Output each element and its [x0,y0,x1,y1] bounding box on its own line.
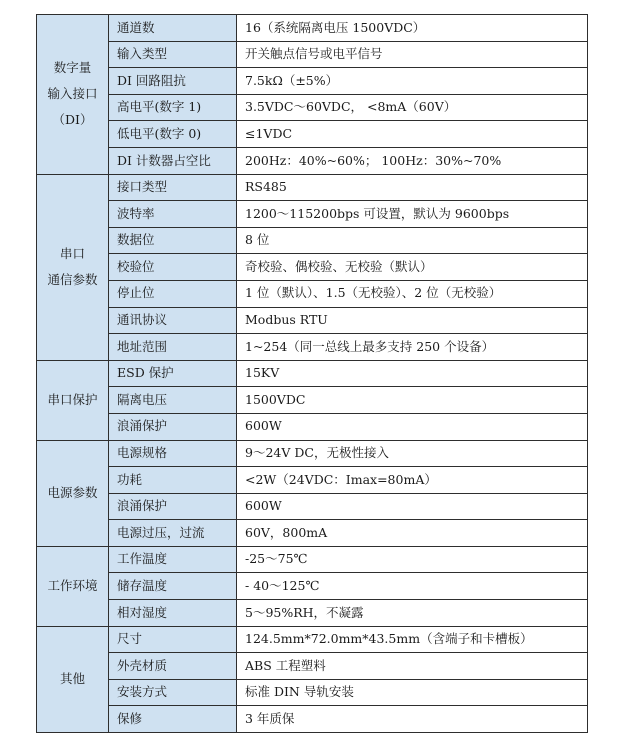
spec-value: <2W（24VDC：Imax=80mA） [237,467,588,494]
spec-value: 9～24V DC，无极性接入 [237,440,588,467]
spec-key: 尺寸 [109,626,237,653]
group-label-line: 串口 [59,246,85,262]
spec-key: 输入类型 [109,41,237,68]
spec-row [37,68,588,95]
group-label [37,546,109,626]
group-label-line: 数字量 [53,60,92,76]
spec-row [37,679,588,706]
spec-value: ≤1VDC [237,121,588,148]
spec-key: 浪涌保护 [109,493,237,520]
spec-key: 数据位 [109,227,237,254]
group-label-line: 输入接口 [47,86,98,102]
spec-key: DI 回路阻抗 [109,68,237,95]
spec-value: 16（系统隔离电压 1500VDC） [237,15,588,42]
spec-key: 外壳材质 [109,653,237,680]
spec-row [37,147,588,174]
spec-row [37,334,588,361]
spec-key: 接口类型 [109,174,237,201]
spec-value: 124.5mm*72.0mm*43.5mm（含端子和卡槽板） [237,626,588,653]
spec-value: 1200～115200bps 可设置，默认为 9600bps [237,201,588,228]
spec-value: 奇校验、偶校验、无校验（默认） [237,254,588,281]
spec-value: 3.5VDC～60VDC， <8mA（60V） [237,94,588,121]
spec-value: 1500VDC [237,387,588,414]
spec-row [37,573,588,600]
spec-key: 通道数 [109,15,237,42]
spec-value: 200Hz：40%~60%； 100Hz：30%~70% [237,147,588,174]
spec-row [37,546,588,573]
group-label-line: 工作环境 [47,578,98,594]
spec-row [37,280,588,307]
spec-row [37,227,588,254]
spec-key: ESD 保护 [109,360,237,387]
spec-row [37,600,588,627]
spec-key: DI 计数器占空比 [109,147,237,174]
spec-row [37,174,588,201]
spec-row [37,307,588,334]
spec-row [37,387,588,414]
spec-key: 电源规格 [109,440,237,467]
spec-value: 5～95%RH，不凝露 [237,600,588,627]
spec-row [37,254,588,281]
group-label [37,15,109,175]
spec-key: 工作温度 [109,546,237,573]
group-label [37,626,109,732]
spec-value: 60V，800mA [237,520,588,547]
spec-key: 保修 [109,706,237,733]
group-label [37,360,109,440]
group-label-line: 其他 [59,671,85,687]
spec-value: RS485 [237,174,588,201]
group-label [37,440,109,546]
spec-row [37,121,588,148]
spec-key: 功耗 [109,467,237,494]
spec-row [37,440,588,467]
spec-value: 8 位 [237,227,588,254]
group-label-line: 串口保护 [47,392,98,408]
spec-key: 低电平(数字 0) [109,121,237,148]
spec-value: ABS 工程塑料 [237,653,588,680]
spec-value: 15KV [237,360,588,387]
spec-row [37,41,588,68]
spec-key: 浪涌保护 [109,413,237,440]
spec-value: 600W [237,413,588,440]
spec-row [37,467,588,494]
spec-value: Modbus RTU [237,307,588,334]
spec-row [37,520,588,547]
spec-table [36,14,588,733]
spec-key: 高电平(数字 1) [109,94,237,121]
spec-key: 地址范围 [109,334,237,361]
group-label-line: 电源参数 [47,485,98,501]
spec-table-body [37,15,588,733]
group-label-line: （DI） [52,112,93,128]
spec-value: - 40～125℃ [237,573,588,600]
spec-value: 600W [237,493,588,520]
spec-value: 标准 DIN 导轨安装 [237,679,588,706]
spec-key: 校验位 [109,254,237,281]
spec-key: 安装方式 [109,679,237,706]
spec-value: 1~254（同一总线上最多支持 250 个设备） [237,334,588,361]
spec-key: 停止位 [109,280,237,307]
spec-row [37,94,588,121]
spec-value: 7.5kΩ（±5%） [237,68,588,95]
spec-row [37,201,588,228]
spec-key: 隔离电压 [109,387,237,414]
spec-key: 电源过压，过流 [109,520,237,547]
spec-value: 3 年质保 [237,706,588,733]
spec-row [37,360,588,387]
spec-value: -25～75℃ [237,546,588,573]
spec-row [37,15,588,42]
group-label [37,174,109,360]
spec-row [37,413,588,440]
spec-row [37,493,588,520]
spec-row [37,706,588,733]
spec-value: 1 位（默认）、1.5（无校验）、2 位（无校验） [237,280,588,307]
spec-key: 储存温度 [109,573,237,600]
spec-key: 通讯协议 [109,307,237,334]
spec-row [37,626,588,653]
spec-value: 开关触点信号或电平信号 [237,41,588,68]
spec-key: 波特率 [109,201,237,228]
spec-key: 相对湿度 [109,600,237,627]
spec-row [37,653,588,680]
group-label-line: 通信参数 [47,272,98,288]
